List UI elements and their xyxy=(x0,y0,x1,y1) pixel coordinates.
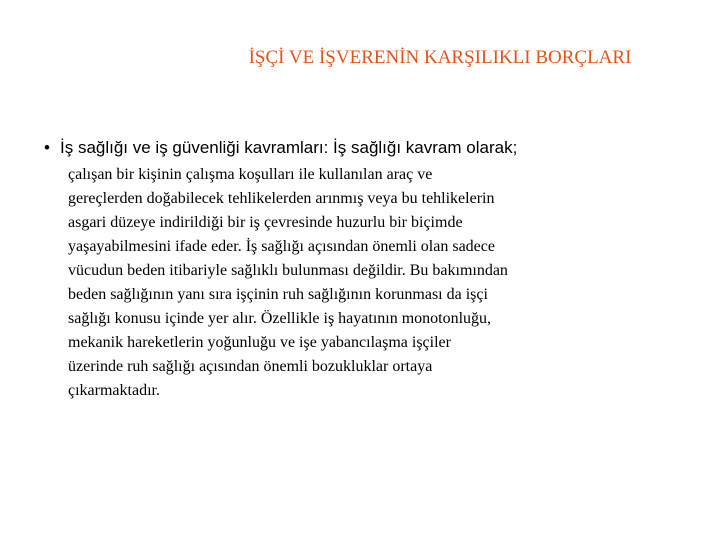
body-line: çalışan bir kişinin çalışma koşulları ile kullanılan araç ve xyxy=(68,166,433,183)
bullet-lead xyxy=(44,138,517,158)
body-line: gereçlerden doğabilecek tehlikelerden arınmış veya bu tehlikelerin xyxy=(68,190,495,207)
body-line: yaşayabilmesini ifade eder. İş sağlığı açısından önemli olan sadece xyxy=(68,238,495,255)
body-line: çıkarmaktadır. xyxy=(68,382,160,399)
body-line: vücudun beden itibariyle sağlıklı bulunması değildir. Bu bakımından xyxy=(68,262,508,279)
bullet-marker: • xyxy=(44,138,50,157)
body-line: asgari düzeye indirildiği bir iş çevresinde huzurlu bir biçimde xyxy=(68,214,463,231)
bullet-body xyxy=(68,163,628,403)
body-line: beden sağlığının yanı sıra işçinin ruh sağlığının korunması da işçi xyxy=(68,286,488,303)
body-line: üzerinde ruh sağlığı açısından önemli bozukluklar ortaya xyxy=(68,358,433,375)
body-line: mekanik hareketlerin yoğunluğu ve işe yabancılaşma işçiler xyxy=(68,334,451,351)
bullet-lead-text: İş sağlığı ve iş güvenliği kavramları: İş sağlığı kavram olarak; xyxy=(60,138,518,157)
slide-title: İŞÇİ VE İŞVERENİN KARŞILIKLI BORÇLARI xyxy=(248,47,632,68)
body-line: sağlığı konusu içinde yer alır. Özellikle iş hayatının monotonluğu, xyxy=(68,310,492,327)
